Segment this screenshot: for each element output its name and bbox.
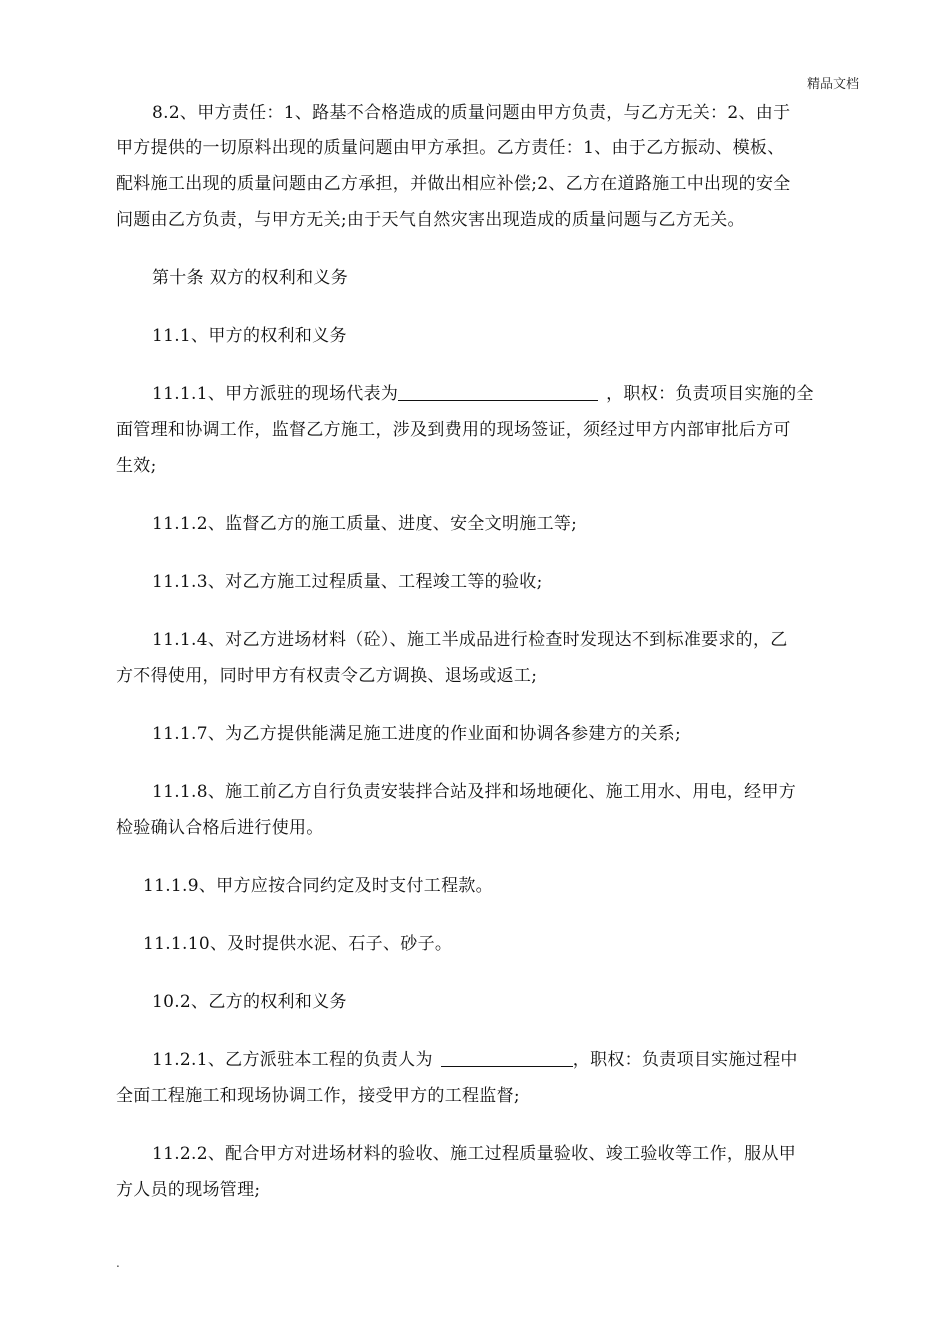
clause-11-1-8-line-2: 检验确认合格后进行使用。 — [116, 818, 324, 838]
clause-11-1-1-text-b: ，职权：负责项目实施的全 — [606, 384, 814, 404]
section-10-2-heading: 10.2、乙方的权利和义务 — [152, 992, 347, 1012]
clause-11-1-1-line-2: 面管理和协调工作，监督乙方施工，涉及到费用的现场签证，须经过甲方内部审批后方可 — [116, 420, 791, 440]
clause-11-2-1-line-1 — [152, 1046, 798, 1074]
para-8-2-line-2: 甲方提供的一切原料出现的质量问题由甲方承担。乙方责任：1、由于乙方振动、模板、 — [116, 138, 785, 158]
clause-11-2-1-text-b: ，职权：负责项目实施过程中 — [572, 1050, 798, 1070]
responsible-person-blank-field[interactable] — [441, 1048, 573, 1067]
clause-11-2-1-line-2: 全面工程施工和现场协调工作，接受甲方的工程监督; — [116, 1086, 520, 1106]
article-10-heading: 第十条 双方的权利和义务 — [152, 268, 349, 288]
para-8-2-line-4: 问题由乙方负责，与甲方无关;由于天气自然灾害出现造成的质量问题与乙方无关。 — [116, 210, 745, 230]
clause-11-1-7: 11.1.7、为乙方提供能满足施工进度的作业面和协调各参建方的关系; — [152, 724, 681, 744]
section-11-1-heading: 11.1、甲方的权利和义务 — [152, 326, 347, 346]
clause-11-1-8-line-1: 11.1.8、施工前乙方自行负责安装拌合站及拌和场地硬化、施工用水、用电，经甲方 — [152, 782, 797, 802]
clause-11-1-10: 11.1.10、及时提供水泥、石子、砂子。 — [143, 934, 453, 954]
clause-11-1-3: 11.1.3、对乙方施工过程质量、工程竣工等的验收; — [152, 572, 543, 592]
clause-11-2-2-line-2: 方人员的现场管理; — [116, 1180, 261, 1200]
clause-11-1-2: 11.1.2、监督乙方的施工质量、进度、安全文明施工等; — [152, 514, 578, 534]
footer-mark: . — [116, 1256, 120, 1270]
para-8-2-line-1: 8.2、甲方责任：1、路基不合格造成的质量问题由甲方负责，与乙方无关：2、由于 — [152, 103, 791, 123]
clause-11-1-4-line-2: 方不得使用，同时甲方有权责令乙方调换、退场或返工; — [116, 666, 538, 686]
para-8-2-line-3: 配料施工出现的质量问题由乙方承担，并做出相应补偿;2、乙方在道路施工中出现的安全 — [116, 174, 791, 194]
clause-11-1-1-line-3: 生效; — [116, 456, 157, 476]
clause-11-1-9: 11.1.9、甲方应按合同约定及时支付工程款。 — [143, 876, 493, 896]
clause-11-2-2-line-1: 11.2.2、配合甲方对进场材料的验收、施工过程质量验收、竣工验收等工作，服从甲 — [152, 1144, 797, 1164]
clause-11-1-1-text-a: 11.1.1、甲方派驻的现场代表为 — [152, 384, 399, 404]
clause-11-1-4-line-1: 11.1.4、对乙方进场材料（砼）、施工半成品进行检查时发现达不到标准要求的，乙 — [152, 630, 788, 650]
header-tag: 精品文档 — [806, 77, 859, 92]
clause-11-1-1-line-1 — [152, 380, 814, 408]
representative-blank-field[interactable] — [398, 382, 598, 401]
clause-11-2-1-text-a: 11.2.1、乙方派驻本工程的负责人为 — [152, 1050, 433, 1070]
